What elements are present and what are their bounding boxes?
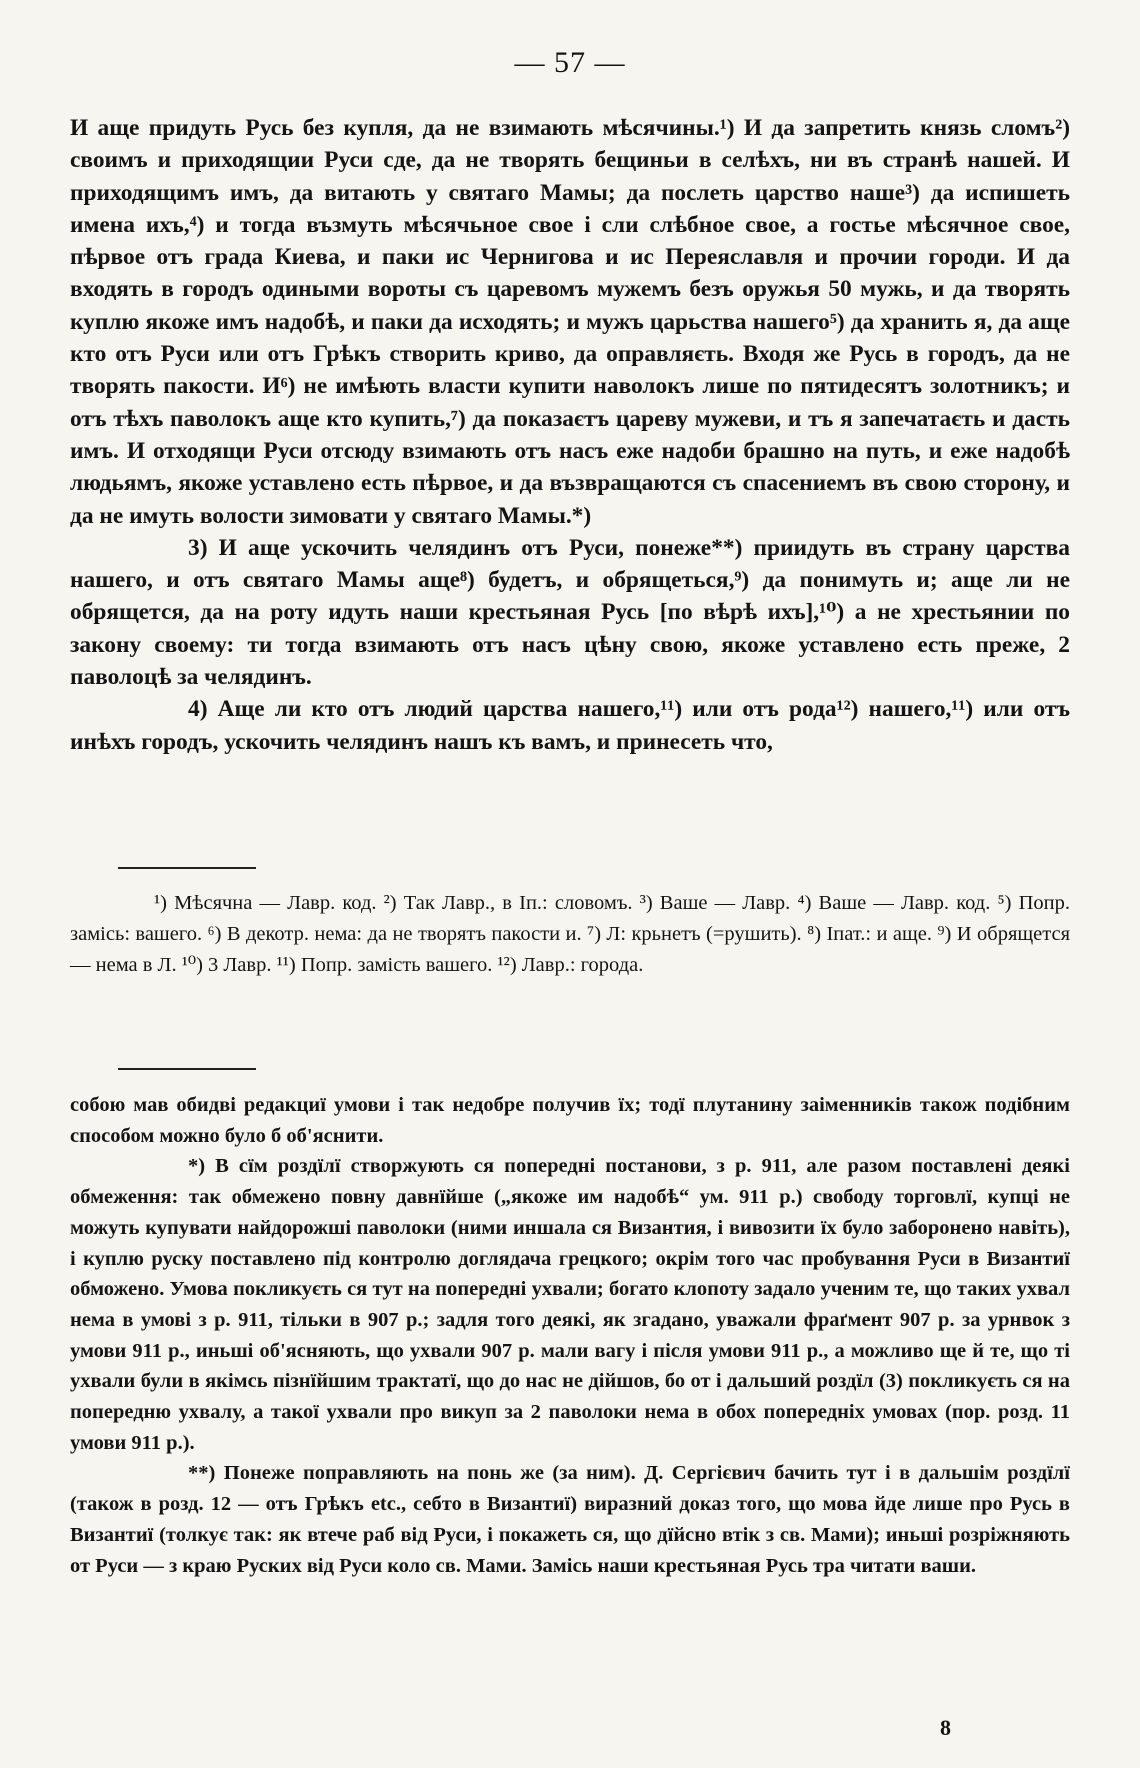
commentary-paragraph-3: **) Понеже поправляють на понь же (за ним). Д. Сергієвич бачить тут і в дальшім роздїлї (також в розд. 12 — отъ Грѣкъ etc., себто в Византиї) виразний доказ того, що мова йде лише про Русь в Византиї (толкує так: як втече раб від Руси, і покажеть ся, що дїйсно втік з св. Мами); иньші розріжняють от Руси — з краю Руских від Руси коло св. Мами. Замісь наши крестьяная Русь тра читати ваши. [70, 1462, 1070, 1577]
commentary [70, 1090, 1070, 1581]
main-paragraph-2: 3) И аще ускочить челядинъ отъ Руси, понеже**) приидуть въ страну царства нашего, и отъ святаго Мамы аще⁸) будетъ, и обрящеться,⁹) да понимуть и; аще ли не обрящется, да на роту идуть наши крестьяная Русь [по вѣрѣ ихъ],¹⁰) а не хрестьянии по закону своему: ти тогда взимають отъ насъ цѣну свою, якоже уставлено есть преже, 2 паволоцѣ за челядинъ. [70, 534, 1070, 691]
page-number-header: — 57 — [514, 46, 626, 79]
commentary-paragraph-2: *) В сїм роздїлї створжують ся попередні постанови, з р. 911, але разом поставлені деякі обмеження: так обмежено повну давнїйше („якоже им надобѣ“ ум. 911 р.) свободу торговлї, купці не можуть купувати найдорожші паволоки (ними иншала ся Византия, і вивозити їх було заборонено навіть), і куплю руску поставлено під контролю доглядача грецкого; окрім того час пробування Руси в Византиї обможено. Умова покликуєть ся тут на попередні ухвали; богато клопоту задало ученим те, що таких ухвал нема в умові з р. 911, тільки в 907 р.; задля того деякі, як згадано, уважали фраґмент 907 р. за урнвок з умови 911 р., иньші об'ясняють, що ухвали 907 р. мали вагу і після умови 911 р., а можливо ще й те, що ті ухвали були в якімсь пізнїйшим трактатї, що до нас не дійшов, бо от і дальший роздїл (3) покликуєть ся на попередню ухвалу, а такої ухвали про викуп за 2 паволоки нема в обох попередніх умовах (пор. розд. 11 умови 911 р.). [70, 1155, 1070, 1454]
signature-mark: 8 [940, 1715, 951, 1740]
commentary-paragraph-1: собою мав обидві редакциї умови і так недобре получив їх; тодї плутанину заіменників також подібним способом можно було б об'яснити. [70, 1094, 1070, 1147]
commentary-divider [118, 1068, 256, 1070]
footnote-text: ¹) Мѣсячна — Лавр. код. ²) Так Лавр., в Іп.: словомъ. ³) Ваше — Лавр. ⁴) Ваше — Лавр. код. ⁵) Попр. замісь: вашего. ⁶) В декотр. нема: да не творятъ пакости и. ⁷) Л: крьнетъ (=рушить). ⁸) Іпат.: и аще. ⁹) И обрящется — нема в Л. ¹⁰) 3 Лавр. ¹¹) Попр. замість вашего. ¹²) Лавр.: города. [70, 892, 1070, 976]
main-paragraph-3: 4) Аще ли кто отъ людий царства нашего,¹¹) или отъ рода¹²) нашего,¹¹) или отъ инѣхъ городъ, ускочить челядинъ нашъ къ вамъ, и принесеть что, [70, 696, 1070, 755]
main-paragraph-1: И аще придуть Русь без купля, да не взимають мѣсячины.¹) И да запретить князь сломъ²) своимъ и приходящии Руси сде, да не творять бещиньи в селѣхъ, ни въ странѣ нашей. И приходящимъ имъ, да витають у святаго Мамы; да послеть царство наше³) да испишеть имена ихъ,⁴) и тогда възмуть мѣсячьное свое і сли слѣбное свое, а гостье мѣсячное свое, пѣрвое отъ града Киева, и паки ис Чернигова и ис Переяславля и прочии городи. И да входять в городъ одиными вороты съ царевомъ мужемъ безъ оружья 50 мужь, и да творять куплю якоже имъ надобѣ, и паки да исходять; и мужъ царьства нашего⁵) да хранить я, да аще кто отъ Руси или отъ Грѣкъ створить криво, да оправляєть. Входя же Русь в городъ, да не творять пакости. И⁶) не имѣють власти купити наволокъ лише по пятидесятъ золотникъ; и отъ тѣхъ паволокъ аще кто купить,⁷) да показаєтъ цареву мужеви, и тъ я запечатаєть и дасть имъ. И отходящи Руси отсюду взимають отъ насъ еже надоби брашно на путь, и еже надобѣ людьямъ, якоже уставлено есть пѣрвое, и да възвращаются съ спасениемъ въ свою сторону, и да не имуть волости зимовати у святаго Мамы.*) [70, 115, 1070, 529]
footnote-divider [118, 867, 256, 869]
footnotes [70, 888, 1070, 981]
main-text [70, 112, 1070, 758]
